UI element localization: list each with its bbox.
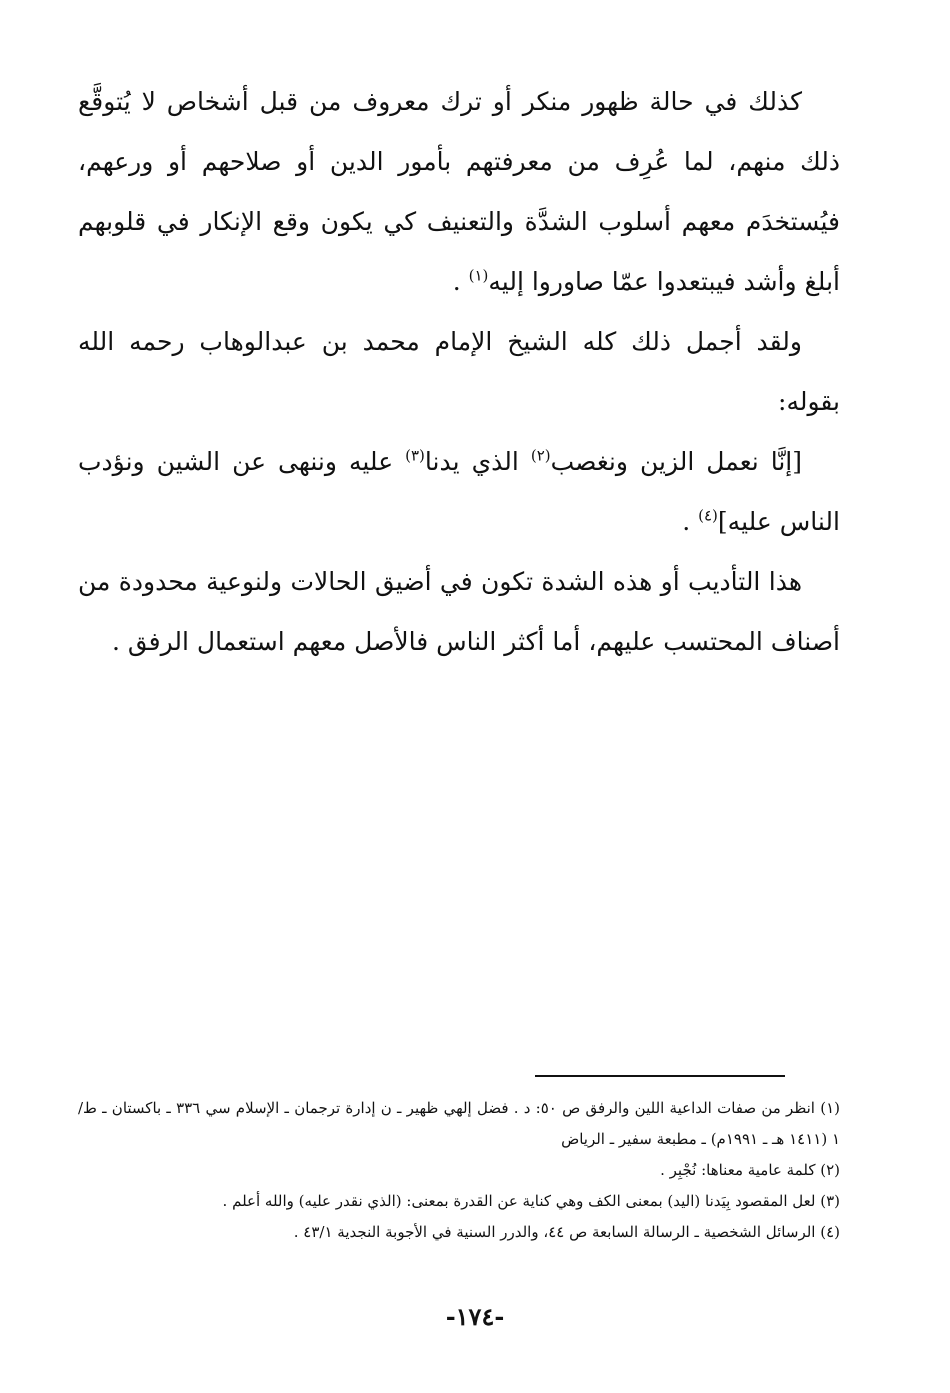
footnote-separator bbox=[535, 1075, 785, 1077]
footnote-ref-1: (١) bbox=[468, 266, 489, 285]
quote-part-3: عليه وننهى عن الشين ونؤدب الناس عليه] bbox=[78, 447, 840, 536]
page-number: -١٧٤- bbox=[445, 1302, 505, 1331]
paragraph-1 bbox=[78, 72, 840, 312]
footnotes bbox=[78, 1093, 840, 1248]
quote-tail: . bbox=[682, 507, 699, 536]
paragraph-4-text: هذا التأديب أو هذه الشدة تكون في أضيق الحالات ولنوعية محدودة من أصناف المحتسب عليهم، أما أكثر الناس فالأصل معهم استعمال الرفق . bbox=[78, 567, 840, 656]
footnote-1: (١) انظر من صفات الداعية اللين والرفق ص ٥٠: د . فضل إلهي ظهير ـ ن إدارة ترجمان ـ الإسلام سي ٣٣٦ ـ باكستان ـ ط/ ١ (١٤١١ هـ ـ ١٩٩١م) ـ مطبعة سفير ـ الرياض bbox=[78, 1099, 840, 1148]
main-text bbox=[78, 72, 840, 672]
paragraph-1-text: كذلك في حالة ظهور منكر أو ترك معروف من قبل أشخاص لا يُتوقَّع ذلك منهم، لما عُرِف من معرفتهم بأمور الدين أو صلاحهم أو ورعهم، فيُستخدَم معهم أسلوب الشدَّة والتعنيف كي يكون وقع الإنكار في قلوبهم أبلغ وأشد فيبتعدوا عمّا صاوروا إليه bbox=[78, 87, 840, 296]
paragraph-2-text: ولقد أجمل ذلك كله الشيخ الإمام محمد بن عبدالوهاب رحمه الله بقوله: bbox=[78, 327, 840, 416]
paragraph-4 bbox=[78, 552, 840, 672]
paragraph-3-quote bbox=[78, 432, 840, 552]
footnote-2: (٢) كلمة عامية معناها: نُجْبِر . bbox=[660, 1161, 840, 1179]
paragraph-1-tail: . bbox=[452, 267, 469, 296]
footnote-ref-4: (٤) bbox=[698, 506, 718, 525]
footnote-4: (٤) الرسائل الشخصية ـ الرسالة السابعة ص ٤٤، والدرر السنية في الأجوبة النجدية ٤٣/١ . bbox=[293, 1223, 840, 1241]
footnote-ref-3: (٣) bbox=[405, 446, 425, 465]
footnote-3: (٣) لعل المقصود بِيَدنا (اليد) بمعنى الكف وهي كناية عن القدرة بمعنى: (الذي نقدر عليه) والله أعلم . bbox=[222, 1192, 840, 1210]
paragraph-2 bbox=[78, 312, 840, 432]
quote-part-2: الذي يدنا bbox=[424, 447, 531, 476]
quote-part-1: [إنَّا نعمل الزين ونغصب bbox=[550, 447, 802, 476]
footnote-ref-2: (٢) bbox=[530, 446, 551, 465]
